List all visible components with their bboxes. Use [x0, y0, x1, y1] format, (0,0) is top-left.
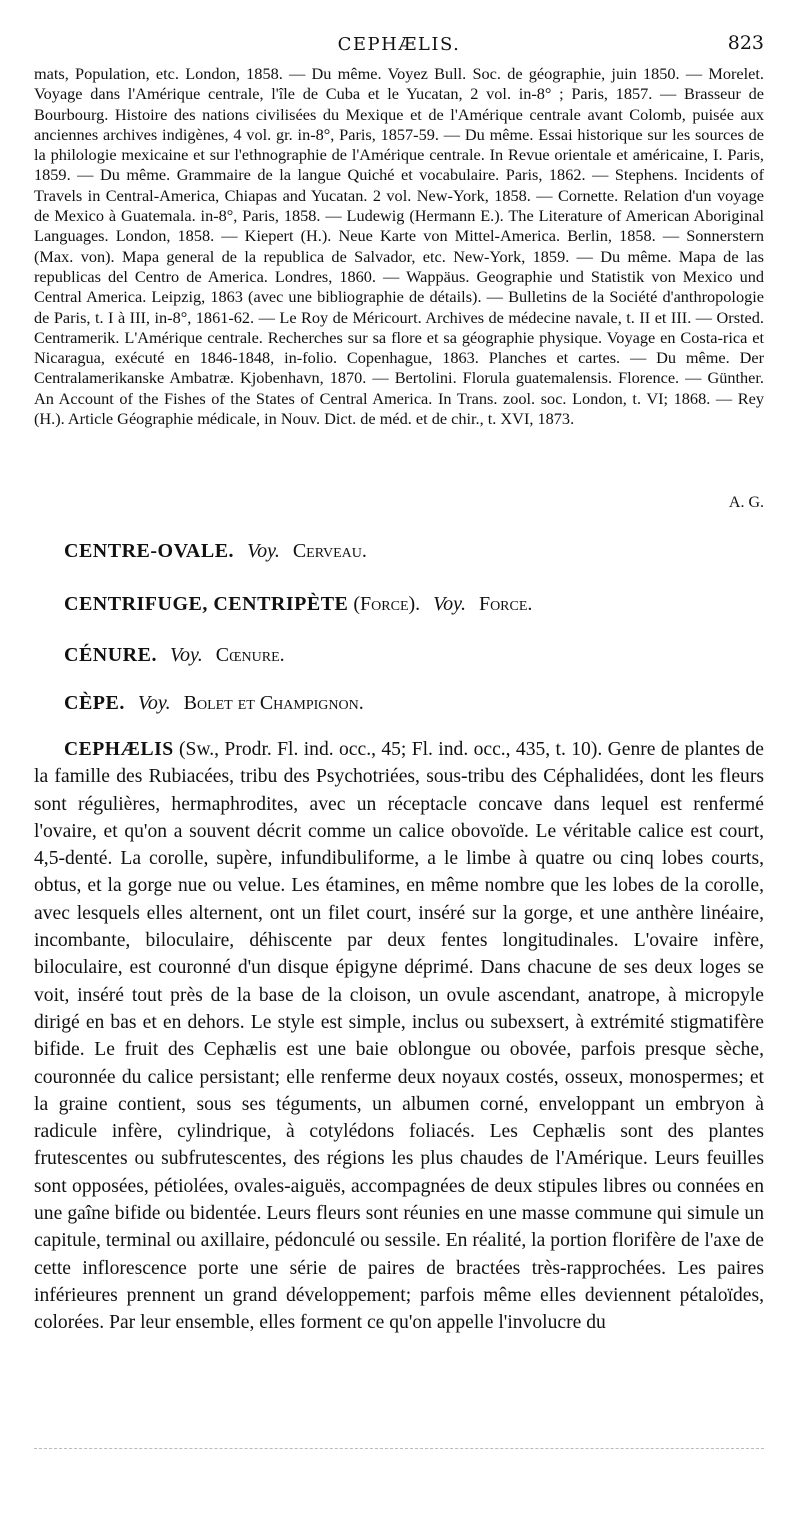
voy-label: Voy.	[433, 593, 466, 615]
entry-target: Cœnure.	[215, 644, 285, 666]
author-signature: A. G.	[728, 494, 764, 511]
main-entry-headword: CEPHÆLIS	[64, 739, 174, 760]
cross-reference-entry	[64, 593, 532, 616]
entry-target: Cerveau.	[292, 540, 367, 562]
cross-reference-entry	[64, 540, 367, 563]
page-header	[34, 32, 764, 60]
entry-qualifier: (Force).	[353, 593, 421, 615]
voy-label: Voy.	[247, 540, 280, 562]
main-entry-text: (Sw., Prodr. Fl. ind. occ., 45; Fl. ind. occ., 435, t. 10). Genre de plantes de la famille des Rubiacées, tribu des Psychotriées, sous-tribu des Céphalidées, dont les fleurs sont régulières, hermaphrodites, avec un réceptacle concave dans lequel est renfermé l'ovaire, et qu'on a souvent décrit comme un calice obovoïde. Le véritable calice est court, 4,5-denté. La corolle, supère, infundibuliforme, a le limbe à quatre ou cinq lobes courts, obtus, et la gorge nue ou velue. Les étamines, en même nombre que les lobes de la corolle, avec lesquels elles alternent, ont un filet court, inséré sur la gorge, et une anthère linéaire, incombante, biloculaire, déhiscente par deux fentes longitudinales. L'ovaire infère, biloculaire, est couronné d'un disque épigyne déprimé. Dans chacune de ses deux loges se voit, inséré tout près de la base de la cloison, un ovule ascendant, anatrope, à micropyle dirigé en bas et en dehors. Le style est simple, inclus ou subexsert, à extrémité stigmatifère bifide. Le fruit des Cephælis est une baie oblongue ou obovée, parfois presque sèche, couronnée du calice persistant; elle renferme deux noyaux costés, osseux, monospermes; et la graine contient, sous ses téguments, un albumen corné, enveloppant un embryon à radicule infère, cylindrique, à cotylédons foliacés. Les Cephælis sont des plantes frutescentes ou subfrutescentes, des régions les plus chaudes de l'Amérique. Leurs feuilles sont opposées, pétiolées, ovales-aiguës, accompagnées de deux stipules libres ou connées en une gaîne bifide ou bidentée. Leurs fleurs sont réunies en une masse commune qui simule un capitule, terminal ou axillaire, pédonculé ou sessile. En réalité, la portion florifère de l'axe de cette inflorescence porte une série de paires de bractées très-rapprochées. Les paires inférieures prennent un grand développement; parfois même elles deviennent pétaloïdes, colorées. Par leur ensemble, elles forment ce qu'on appelle l'involucre du	[34, 739, 765, 1334]
entry-target: Force.	[478, 593, 533, 615]
running-title: CEPHÆLIS.	[337, 34, 461, 55]
entry-headword: CENTRE-OVALE.	[64, 540, 235, 562]
bottom-rule	[34, 1448, 764, 1449]
entry-headword: CENTRIFUGE, CENTRIPÈTE	[64, 593, 349, 615]
cross-reference-entry	[64, 692, 364, 715]
voy-label: Voy.	[169, 644, 203, 666]
entry-headword: CÉNURE.	[64, 644, 157, 666]
page-number: 823	[727, 32, 764, 54]
bibliography-paragraph: mats, Population, etc. London, 1858. — Du même. Voyez Bull. Soc. de géographie, juin 1850. — Morelet. Voyage dans l'Amérique centrale, l'île de Cuba et le Yucatan, 2 vol. in-8° ; Paris, 1857. — Brasseur de Bourbourg. Histoire des nations civilisées du Mexique et de l'Amérique centrale avant Colomb, puisée aux anciennes archives indigènes, 4 vol. gr. in-8°, Paris, 1857-59. — Du même. Essai historique sur les sources de la philologie mexicaine et sur l'ethnographie de l'Amérique centrale. In Revue orientale et américaine, I. Paris, 1859. — Du même. Grammaire de la langue Quiché et vocabulaire. Paris, 1862. — Stephens. Incidents of Travels in Central-America, Chiapas and Yucatan. 2 vol. New-York, 1858. — Cornette. Relation d'un voyage de Mexico à Guatemala. in-8°, Paris, 1858. — Ludewig (Hermann E.). The Literature of American Aboriginal Languages. London, 1858. — Kiepert (H.). Neue Karte von Mittel-America. Berlin, 1858. — Sonnerstern (Max. von). Mapa general de la republica de Salvador, etc. New-York, 1859. — Du même. Mapa de las republicas del Centro de America. Londres, 1860. — Wappäus. Geographie und Statistik von Mexico und Central America. Leipzig, 1863 (avec une bibliographie de détails). — Bulletins de la Société d'anthropologie de Paris, t. I à III, in-8°, 1861-62. — Le Roy de Méricourt. Archives de médecine navale, t. II et III. — Orsted. Centramerik. L'Amérique centrale. Recherches sur sa flore et sa géographie physique. Voyage en Costa-rica et Nicaragua, exécuté en 1846-1848, in-folio. Copenhague, 1863. Planches et cartes. — Du même. Der Centralamerikanske Ambatræ. Kjobenhavn, 1870. — Bertolini. Florula guatemalensis. Florence. — Günther. An Account of the Fishes of the States of Central America. In Trans. zool. soc. London, t. VI; 1868. — Rey (H.). Article Géographie médicale, in Nouv. Dict. de méd. et de chir., t. XVI, 1873.	[34, 64, 764, 429]
main-entry	[34, 736, 764, 1337]
voy-label: Voy.	[137, 692, 171, 714]
cross-reference-entry	[64, 644, 285, 667]
entry-target: Bolet et Champignon.	[183, 692, 364, 714]
entry-headword: CÈPE.	[64, 692, 125, 714]
